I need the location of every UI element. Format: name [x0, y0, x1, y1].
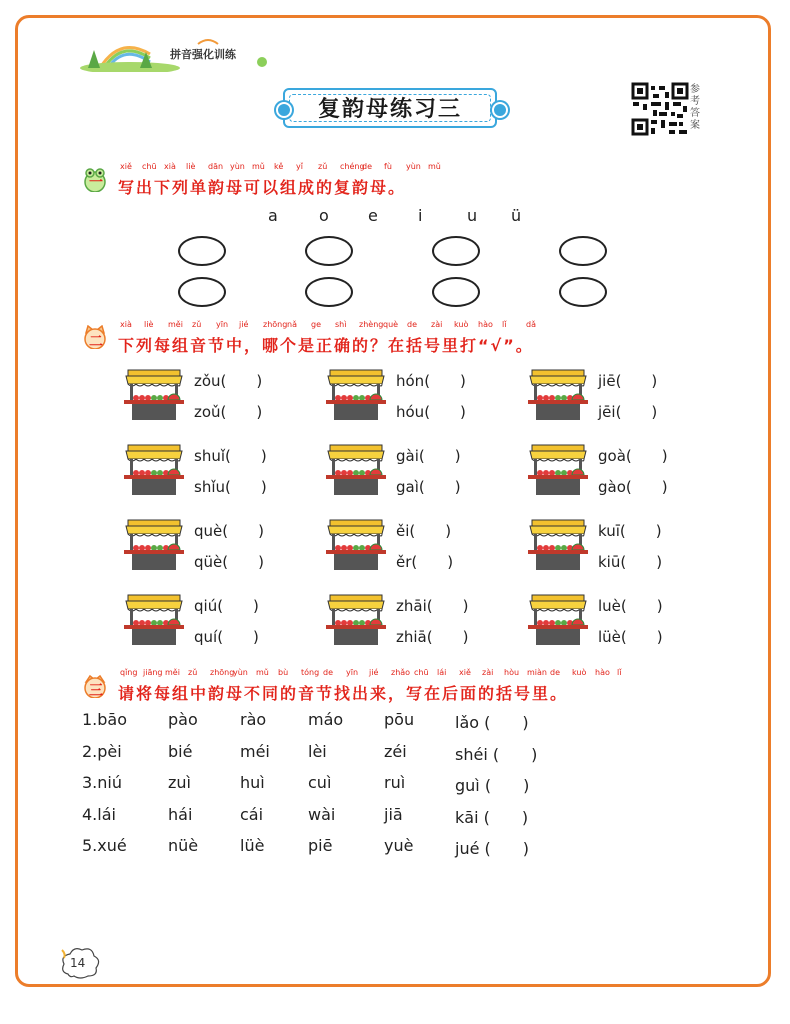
syllable-cell: pào — [168, 710, 198, 729]
section2-instruction: 下列每组音节中，哪个是正确的？在括号里打“√”。 — [118, 336, 534, 355]
syllable-cell: yuè — [384, 836, 414, 855]
pinyin-syllable: mǔ — [428, 162, 441, 171]
pinyin-syllable: mǔ — [256, 668, 269, 677]
pinyin-syllable: hào — [478, 320, 493, 329]
syllable-option[interactable]: qiú( ) — [194, 597, 259, 615]
syllable-option[interactable]: zhiā( ) — [396, 628, 469, 646]
vowel-item: e — [368, 206, 378, 225]
vowel-item: u — [467, 206, 478, 225]
syllable-cell: nüè — [168, 836, 199, 855]
qr-code-icon[interactable] — [631, 82, 689, 136]
pinyin-syllable: zhōng — [263, 320, 288, 329]
syllable-option[interactable]: kiū( ) — [598, 553, 663, 571]
pinyin-syllable: tóng — [301, 668, 320, 677]
pinyin-syllable: hòu — [504, 668, 520, 677]
section3-number: 三 — [89, 683, 103, 699]
syllable-option[interactable]: kuī( ) — [598, 522, 662, 540]
syllable-option[interactable]: zoǔ( ) — [194, 403, 263, 421]
pinyin-syllable: xià — [120, 320, 132, 329]
pinyin-syllable: dǎ — [526, 320, 536, 329]
answer-oval[interactable] — [178, 236, 226, 266]
syllable-option[interactable]: quí( ) — [194, 628, 259, 646]
syllable-cell: jiā — [384, 804, 403, 824]
pinyin-syllable: chéng — [340, 162, 365, 171]
pinyin-syllable: xiě — [459, 668, 471, 677]
pinyin-syllable: hào — [595, 668, 610, 677]
pinyin-syllable: kuò — [572, 668, 587, 677]
pinyin-syllable: liè — [144, 320, 154, 329]
pinyin-syllable: de — [550, 668, 560, 677]
market-stall-icon — [122, 591, 186, 647]
market-stall-icon — [324, 591, 388, 647]
syllable-option[interactable]: gaì( ) — [396, 478, 461, 496]
pinyin-syllable: zǔ — [192, 320, 202, 329]
pinyin-syllable: de — [323, 668, 333, 677]
section1-number: 一 — [89, 175, 103, 191]
syllable-cell: wài — [308, 804, 336, 824]
syllable-option[interactable]: jiē( ) — [598, 372, 658, 390]
market-stall-icon — [324, 516, 388, 572]
market-stall-icon — [526, 366, 590, 422]
syllable-cell: ruì — [384, 773, 406, 792]
section2-number: 二 — [89, 334, 103, 350]
syllable-option[interactable]: zhāi( ) — [396, 597, 469, 615]
syllable-cell: huì — [240, 773, 265, 792]
pinyin-syllable: lǐ — [502, 320, 507, 329]
pinyin-syllable: zǔ — [188, 668, 198, 677]
section3-instruction: 请将每组中韵母不同的音节找出来，写在后面的括号里。 — [118, 684, 569, 703]
syllable-option[interactable]: hóu( ) — [396, 403, 466, 421]
pinyin-syllable: zǔ — [318, 162, 328, 171]
syllable-cell: hái — [168, 804, 193, 824]
pinyin-syllable: zhǎo — [391, 668, 411, 677]
pinyin-syllable: chū — [414, 668, 429, 677]
brand-text: 拼音强化训练 — [170, 48, 236, 61]
pinyin-syllable: nǎ — [287, 320, 297, 329]
pinyin-syllable: jié — [369, 668, 379, 677]
syllable-option[interactable]: ěr( ) — [396, 553, 454, 571]
market-stall-icon — [324, 366, 388, 422]
syllable-option[interactable]: què( ) — [194, 522, 264, 540]
market-stall-icon — [324, 441, 388, 497]
pinyin-syllable: zhèng — [359, 320, 384, 329]
vowel-item: ü — [511, 206, 522, 225]
page-number: 14 — [70, 956, 86, 970]
pinyin-syllable: fù — [384, 162, 392, 171]
syllable-cell: bié — [168, 741, 193, 761]
pinyin-syllable: kě — [274, 162, 284, 171]
pinyin-syllable: xiě — [120, 162, 132, 171]
pinyin-syllable: jiāng — [143, 668, 163, 677]
pinyin-syllable: zài — [482, 668, 494, 677]
pinyin-syllable: měi — [168, 320, 183, 329]
vowel-item: a — [268, 206, 278, 225]
pinyin-syllable: miàn — [527, 668, 547, 677]
syllable-option[interactable]: gào( ) — [598, 478, 668, 496]
syllable-option[interactable]: shǐu( ) — [194, 478, 267, 496]
syllable-cell: pōu — [384, 710, 415, 729]
syllable-cell: máo — [308, 710, 344, 729]
market-stall-icon — [122, 366, 186, 422]
answer-oval[interactable] — [178, 277, 226, 307]
syllable-option[interactable]: jēi( ) — [598, 403, 658, 421]
answer-cell[interactable]: shéi ( ) — [455, 744, 538, 764]
pinyin-syllable: lǐ — [617, 668, 622, 677]
pinyin-syllable: měi — [165, 668, 180, 677]
syllable-option[interactable]: zǒu( ) — [194, 372, 263, 390]
pinyin-syllable: ge — [311, 320, 321, 329]
syllable-cell: 4.lái — [82, 804, 116, 824]
pinyin-syllable: yǐ — [296, 162, 303, 171]
answer-oval[interactable] — [559, 277, 607, 307]
answer-oval[interactable] — [305, 236, 353, 266]
syllable-option[interactable]: goà( ) — [598, 447, 668, 465]
market-stall-icon — [526, 441, 590, 497]
answer-cell[interactable]: jué ( ) — [455, 839, 530, 858]
pinyin-syllable: chū — [142, 162, 157, 171]
pinyin-syllable: de — [362, 162, 372, 171]
answer-oval[interactable] — [432, 236, 480, 266]
pinyin-syllable: mǔ — [252, 162, 265, 171]
pinyin-syllable: yīn — [346, 668, 359, 677]
pinyin-syllable: yùn — [230, 162, 245, 171]
pinyin-syllable: zài — [431, 320, 443, 329]
syllable-cell: 2.pèi — [82, 741, 122, 761]
answer-oval[interactable] — [305, 277, 353, 307]
vowel-item: i — [418, 206, 423, 225]
syllable-cell: méi — [240, 741, 270, 761]
market-stall-icon — [526, 516, 590, 572]
syllable-cell: 5.xué — [82, 836, 127, 855]
answer-cell[interactable]: guì ( ) — [455, 776, 530, 795]
pinyin-syllable: kuò — [454, 320, 469, 329]
answer-oval[interactable] — [559, 236, 607, 266]
vowel-item: o — [319, 206, 329, 225]
syllable-cell: zéi — [384, 741, 407, 761]
syllable-cell: 1.bāo — [82, 710, 128, 729]
section1-instruction: 写出下列单韵母可以组成的复韵母。 — [118, 178, 407, 197]
page-title: 复韵母练习三 — [317, 97, 462, 122]
pinyin-syllable: yùn — [406, 162, 421, 171]
pinyin-syllable: de — [407, 320, 417, 329]
syllable-option[interactable]: gài( ) — [396, 447, 461, 465]
market-stall-icon — [122, 441, 186, 497]
syllable-option[interactable]: shuǐ( ) — [194, 447, 267, 465]
syllable-option[interactable]: lüè( ) — [598, 628, 663, 646]
pinyin-syllable: xià — [164, 162, 176, 171]
pinyin-syllable: liè — [186, 162, 196, 171]
syllable-option[interactable]: qüè( ) — [194, 553, 264, 571]
answer-cell[interactable]: lǎo ( ) — [455, 713, 529, 732]
market-stall-icon — [122, 516, 186, 572]
pinyin-syllable: dān — [208, 162, 224, 171]
syllable-cell: cái — [240, 804, 264, 824]
syllable-cell: 3.niú — [82, 773, 122, 792]
syllable-option[interactable]: ěi( ) — [396, 522, 452, 540]
syllable-cell: zuì — [168, 773, 191, 792]
syllable-cell: piē — [308, 836, 333, 855]
answer-oval[interactable] — [432, 277, 480, 307]
syllable-option[interactable]: luè( ) — [598, 597, 663, 615]
answer-cell[interactable]: kāi ( ) — [455, 807, 529, 827]
pinyin-syllable: què — [383, 320, 399, 329]
syllable-cell: lèi — [308, 741, 327, 761]
pinyin-syllable: yīn — [216, 320, 229, 329]
syllable-cell: cuì — [308, 773, 332, 792]
pinyin-syllable: zhōng — [210, 668, 235, 677]
pinyin-syllable: shì — [335, 320, 347, 329]
syllable-option[interactable]: hón( ) — [396, 372, 466, 390]
pinyin-syllable: yùn — [233, 668, 248, 677]
market-stall-icon — [526, 591, 590, 647]
pinyin-syllable: bù — [278, 668, 289, 677]
pinyin-syllable: lái — [437, 668, 447, 677]
pinyin-syllable: jié — [239, 320, 249, 329]
qr-label: 参考答案 — [690, 84, 700, 131]
syllable-cell: lüè — [240, 836, 265, 855]
pinyin-syllable: qǐng — [120, 668, 138, 677]
syllable-cell: rào — [240, 710, 267, 729]
